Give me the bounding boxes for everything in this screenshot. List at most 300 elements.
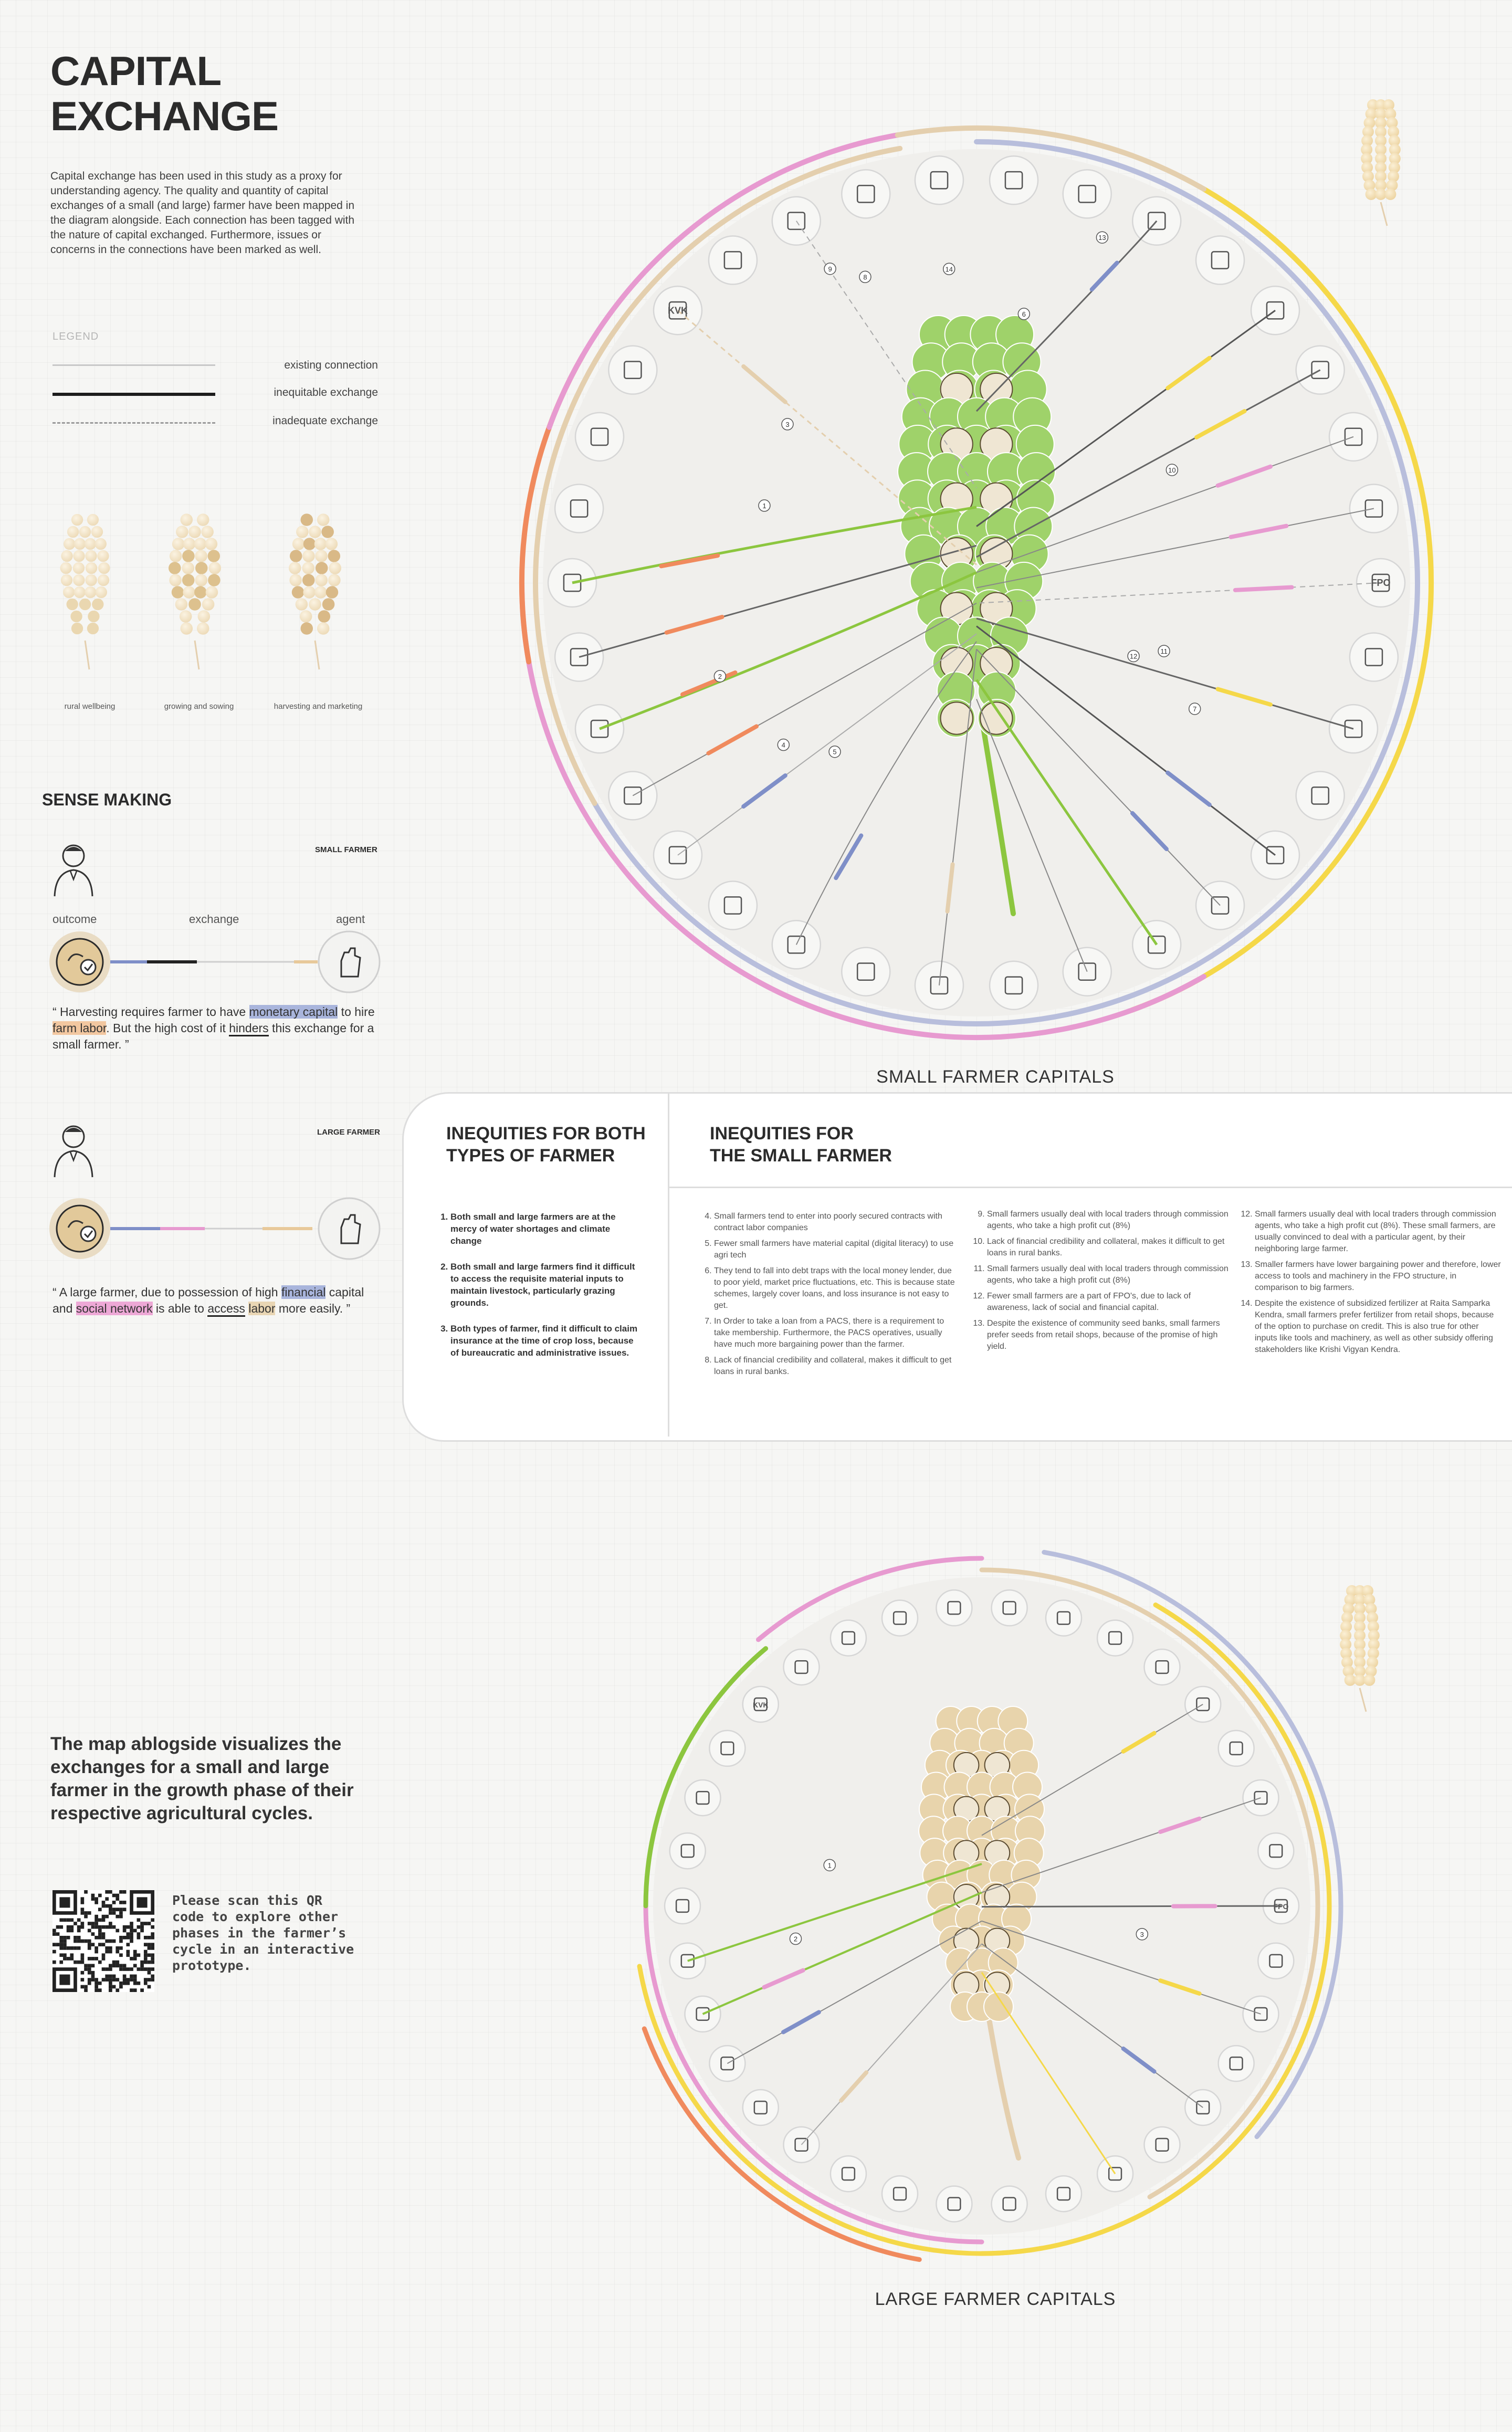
wheat-ear-icon	[1349, 95, 1412, 231]
ear-label-growing: growing and sowing	[164, 702, 234, 711]
stakeholder-node[interactable]	[670, 1943, 706, 1979]
stakeholder-node[interactable]	[665, 1888, 700, 1924]
stakeholder-label: KVK	[752, 1700, 769, 1709]
kernel	[71, 514, 83, 526]
qr-module	[151, 1967, 154, 1971]
qr-module	[63, 1936, 67, 1940]
qr-module	[119, 1915, 123, 1919]
large-farmer-tag: LARGE FARMER	[317, 1128, 380, 1137]
stakeholder-node[interactable]	[1243, 1780, 1279, 1816]
qr-module	[123, 1890, 127, 1894]
qr-module	[84, 1890, 88, 1894]
qr-module	[59, 1940, 63, 1943]
qr-module	[56, 1925, 60, 1929]
stakeholder-node[interactable]	[990, 961, 1038, 1010]
qr-module	[148, 1946, 151, 1950]
qr-module	[88, 1971, 91, 1975]
quote-text: to hire	[338, 1005, 375, 1019]
stakeholder-node[interactable]	[575, 413, 624, 461]
list-item: 11. Small farmers usually deal with local traders through commission agents, who take a high profit cut (8%)	[987, 1263, 1234, 1286]
qr-module	[98, 1988, 102, 1992]
qr-module	[81, 1978, 85, 1982]
qr-module	[126, 1978, 130, 1982]
kernel	[302, 550, 315, 562]
qr-module	[133, 1929, 137, 1933]
kernel	[172, 586, 184, 599]
stakeholder-label: FPO	[1273, 1902, 1289, 1911]
kernel	[1384, 188, 1396, 200]
map-description: The map ablogside visualizes the exchanges for a small and large farmer in the growth phase of their respective agricultural cycles.	[50, 1734, 354, 1823]
qr-module	[148, 1922, 151, 1925]
qr-module	[105, 1950, 109, 1954]
qr-module	[74, 1940, 77, 1943]
qr-module	[70, 1929, 74, 1933]
ear-label-harvesting: harvesting and marketing	[274, 702, 363, 711]
qr-module	[140, 1925, 144, 1929]
qr-module	[67, 1957, 70, 1961]
intro-text: Capital exchange has been used in this study as a proxy for understanding agency. The quality and quantity of capital exchanges of a small (and large) farmer have been mapped in the diagram alongside. Each connection has been tagged with the nature of capital exchanged. Furthermore, issues or concerns in the connections have been marked as well.	[50, 170, 355, 256]
qr-module	[102, 1943, 106, 1946]
qr-module	[148, 1967, 151, 1971]
qr-module	[59, 1925, 63, 1929]
qr-module	[130, 1957, 133, 1961]
qr-module	[81, 1901, 85, 1904]
stakeholder-node[interactable]	[1196, 881, 1244, 929]
qr-module	[119, 1911, 123, 1915]
qr-module	[102, 1957, 106, 1961]
stakeholder-node[interactable]	[709, 881, 757, 929]
kernel	[302, 574, 315, 586]
issue-marker-label: 1	[762, 501, 766, 510]
ear-stem	[315, 641, 319, 669]
stakeholder-node[interactable]	[709, 2046, 745, 2081]
kernel	[64, 538, 75, 550]
qr-module	[148, 1953, 151, 1957]
qr-module	[81, 1911, 85, 1915]
qr-module	[137, 1953, 141, 1957]
stakeholder-node[interactable]	[990, 156, 1038, 204]
qr-module	[63, 1919, 67, 1922]
qr-code-icon[interactable]	[52, 1890, 154, 1992]
qr-module	[119, 1985, 123, 1989]
qr-module	[91, 1943, 95, 1946]
qr-module	[84, 1985, 88, 1989]
qr-module	[133, 1978, 137, 1982]
list-item: 12. Small farmers usually deal with local traders through commission agents, who take a high profit cut (8%). These small farmers, are usually convinced to deal with a particular agent, by their neighboring large farmer.	[1255, 1209, 1502, 1255]
qr-module	[88, 1911, 91, 1915]
qr-module	[81, 1971, 85, 1975]
qr-module	[109, 1985, 112, 1989]
qr-module	[81, 1925, 85, 1929]
qr-module	[56, 1932, 60, 1936]
stakeholder-node[interactable]	[831, 1620, 866, 1656]
qr-module	[81, 1922, 85, 1925]
qr-module	[130, 1925, 133, 1929]
stakeholder-node[interactable]	[783, 2127, 819, 2163]
qr-module	[133, 1975, 137, 1978]
kernel	[292, 538, 305, 550]
qr-module	[102, 1919, 106, 1922]
list-item: 13. Smaller farmers have lower bargaining power and therefore, lower access to tools and machinery in the FPO structure, in comparison to big farmers.	[1255, 1259, 1502, 1294]
qr-module	[119, 1964, 123, 1967]
qr-module	[109, 1911, 112, 1915]
stakeholder-node[interactable]	[1196, 236, 1244, 285]
qr-module	[140, 1961, 144, 1964]
qr-module	[88, 1957, 91, 1961]
qr-module	[94, 1897, 98, 1901]
stakeholder-node[interactable]	[882, 1600, 918, 1636]
stakeholder-node[interactable]	[1243, 1996, 1279, 2032]
stakeholder-node[interactable]	[1219, 1731, 1254, 1766]
kernel	[326, 586, 339, 599]
qr-module	[151, 1919, 154, 1922]
qr-module	[74, 1946, 77, 1950]
kernel	[208, 574, 220, 586]
quote-highlight-labor: labor	[248, 1302, 276, 1315]
qr-module	[123, 1982, 127, 1985]
qr-module	[144, 1978, 148, 1982]
qr-module	[137, 1982, 141, 1985]
kernel	[85, 586, 96, 598]
stakeholder-node[interactable]	[1296, 346, 1345, 394]
qr-module	[130, 1940, 133, 1943]
qr-module	[109, 1988, 112, 1992]
qr-module	[98, 1907, 102, 1911]
kernel	[290, 550, 302, 562]
qr-module	[91, 1957, 95, 1961]
qr-module	[70, 1946, 74, 1950]
qr-module	[116, 1961, 119, 1964]
issue-marker-label: 13	[1098, 234, 1106, 242]
kernel	[79, 526, 91, 538]
sense-making-title: SENSE MAKING	[42, 790, 172, 809]
qr-module	[151, 1925, 154, 1929]
stakeholder-node[interactable]	[608, 771, 657, 820]
qr-module	[98, 1982, 102, 1985]
qr-module	[140, 1929, 144, 1933]
qr-module	[148, 1943, 151, 1946]
qr-module	[116, 1978, 119, 1982]
qr-module	[56, 1943, 60, 1946]
issue-marker-label: 11	[1160, 647, 1168, 655]
stakeholder-node[interactable]	[1046, 1600, 1082, 1636]
ear-stem	[1360, 1688, 1366, 1712]
issue-marker-label: 12	[1129, 652, 1138, 661]
qr-module	[119, 1953, 123, 1957]
kernel	[97, 550, 109, 562]
kernel	[315, 550, 328, 562]
qr-module	[123, 1929, 127, 1933]
kernel	[60, 562, 72, 574]
qr-module	[116, 1929, 119, 1933]
kernel	[321, 526, 334, 538]
qr-module	[109, 1950, 112, 1954]
issue-marker-label: 3	[785, 420, 790, 428]
qr-module	[130, 1932, 133, 1936]
qr-module	[109, 1904, 112, 1908]
qr-module	[59, 1936, 63, 1940]
stakeholder-node[interactable]	[1097, 1620, 1133, 1656]
issue-marker-label: 2	[718, 672, 722, 680]
legend-label-existing: existing connection	[284, 359, 378, 371]
qr-module	[144, 1922, 148, 1925]
stakeholder-node[interactable]	[831, 2156, 866, 2192]
qr-module	[63, 1940, 67, 1943]
kernel	[181, 513, 193, 526]
qr-module	[63, 1946, 67, 1950]
qr-module	[144, 1943, 148, 1946]
stakeholder-node[interactable]	[772, 197, 821, 245]
qr-module	[133, 1957, 137, 1961]
qr-module	[112, 1940, 116, 1943]
kernel	[194, 586, 207, 599]
panel-divider	[668, 1092, 669, 1437]
stakeholder-node[interactable]	[1144, 2127, 1180, 2163]
qr-module	[84, 1915, 88, 1919]
stakeholder-node[interactable]	[842, 948, 890, 996]
qr-module	[123, 1975, 127, 1978]
stakeholder-node[interactable]	[1097, 2156, 1133, 2192]
qr-module	[144, 1982, 148, 1985]
qr-module	[81, 1897, 85, 1901]
quote-underline-access: access	[207, 1302, 245, 1317]
kernel	[197, 513, 209, 526]
connection-line	[982, 1906, 1281, 1907]
qr-module	[52, 1932, 56, 1936]
qr-module	[123, 1925, 127, 1929]
qr-finder	[59, 1975, 70, 1985]
stakeholder-node[interactable]	[709, 236, 757, 285]
qr-module	[151, 1975, 154, 1978]
qr-module	[77, 1929, 81, 1933]
qr-module	[109, 1978, 112, 1982]
page-title	[50, 48, 418, 139]
qr-module	[98, 1936, 102, 1940]
stakeholder-node[interactable]	[1144, 1649, 1180, 1685]
kernel	[314, 538, 327, 550]
kernel	[87, 623, 99, 634]
stakeholder-node[interactable]	[575, 705, 624, 753]
quote-highlight-monetary: monetary capital	[249, 1005, 338, 1019]
qr-module	[88, 1929, 91, 1933]
qr-module	[88, 1940, 91, 1943]
qr-module	[116, 1894, 119, 1898]
qr-module	[74, 1961, 77, 1964]
qr-module	[119, 1940, 123, 1943]
qr-module	[144, 1953, 148, 1957]
qr-finder	[137, 1897, 148, 1907]
kernel	[309, 526, 321, 538]
qr-module	[123, 1901, 127, 1904]
qr-instruction: Please scan this QR code to explore other phases in the farmer’s cycle in an interactive prototype.	[172, 1893, 354, 1973]
kernel	[182, 550, 195, 562]
wheat-ear-icon	[1328, 1580, 1391, 1717]
stakeholder-node[interactable]	[992, 1590, 1027, 1626]
qr-module	[52, 1950, 56, 1954]
qr-module	[109, 1922, 112, 1925]
kernel	[181, 622, 193, 635]
qr-module	[94, 1922, 98, 1925]
qr-module	[112, 1985, 116, 1989]
qr-module	[88, 1964, 91, 1967]
stakeholder-node[interactable]	[992, 2186, 1027, 2222]
qr-module	[77, 1925, 81, 1929]
kernel	[328, 574, 341, 586]
stakeholder-node[interactable]	[1185, 1686, 1221, 1722]
issue-marker-label: 7	[1193, 705, 1197, 713]
qr-module	[63, 1953, 67, 1957]
quote-highlight-financial: financial	[281, 1285, 326, 1299]
list-item: 5. Fewer small farmers have material capital (digital literacy) to use agri tech	[714, 1238, 961, 1261]
qr-module	[151, 1957, 154, 1961]
qr-module	[94, 1946, 98, 1950]
stakeholder-node[interactable]	[936, 2186, 972, 2222]
kernel	[195, 574, 208, 586]
qr-module	[151, 1953, 154, 1957]
qr-module	[67, 1946, 70, 1950]
qr-module	[94, 1985, 98, 1989]
kernel	[316, 574, 328, 586]
kernel	[301, 513, 313, 526]
stakeholder-node[interactable]	[783, 1649, 819, 1685]
legend-label-inequitable: inequitable exchange	[274, 386, 378, 399]
qr-module	[91, 1932, 95, 1936]
qr-module	[151, 1936, 154, 1940]
small-farmer-tag: SMALL FARMER	[315, 845, 377, 854]
qr-module	[109, 1940, 112, 1943]
stakeholder-node[interactable]	[709, 1731, 745, 1766]
stakeholder-node[interactable]	[936, 1590, 972, 1626]
kernel	[95, 538, 107, 550]
list-item: 8. Lack of financial credibility and collateral, makes it difficult to get loans in rural banks.	[714, 1355, 961, 1378]
qr-module	[137, 1967, 141, 1971]
qr-module	[52, 1929, 56, 1933]
stakeholder-node[interactable]	[743, 2090, 779, 2125]
qr-module	[67, 1929, 70, 1933]
qr-module	[137, 1925, 141, 1929]
qr-module	[91, 1925, 95, 1929]
qr-module	[151, 1978, 154, 1982]
qr-module	[105, 1978, 109, 1982]
qr-module	[148, 1978, 151, 1982]
qr-module	[144, 1967, 148, 1971]
qr-module	[105, 1967, 109, 1971]
qr-module	[148, 1961, 151, 1964]
stakeholder-node[interactable]	[555, 485, 603, 533]
stakeholder-node[interactable]	[1132, 197, 1181, 245]
stakeholder-node[interactable]	[608, 346, 657, 394]
qr-module	[137, 1936, 141, 1940]
stakeholder-node[interactable]	[1258, 1833, 1294, 1869]
qr-module	[116, 1950, 119, 1954]
qr-module	[112, 1978, 116, 1982]
qr-module	[133, 1964, 137, 1967]
qr-module	[130, 1975, 133, 1978]
qr-module	[144, 1950, 148, 1954]
qr-module	[88, 1967, 91, 1971]
qr-module	[112, 1901, 116, 1904]
qr-module	[98, 1894, 102, 1898]
kernel	[74, 538, 86, 550]
stakeholder-node[interactable]	[1350, 633, 1398, 681]
panel-rule	[668, 1187, 1512, 1188]
stakeholder-node[interactable]	[1258, 1943, 1294, 1979]
kernel	[61, 550, 72, 562]
small-list-col-3	[1240, 1209, 1502, 1360]
qr-module	[52, 1961, 56, 1964]
kernel	[326, 538, 338, 550]
qr-module	[130, 1978, 133, 1982]
stakeholder-node[interactable]	[685, 1780, 720, 1816]
stakeholder-node[interactable]	[1063, 170, 1111, 218]
stakeholder-node[interactable]	[1296, 771, 1345, 820]
kernel	[302, 562, 314, 574]
kernel	[328, 550, 341, 562]
legend-title: LEGEND	[52, 331, 99, 342]
qr-module	[126, 1932, 130, 1936]
kernel	[188, 598, 201, 611]
qr-module	[59, 1946, 63, 1950]
kernel	[73, 574, 85, 586]
legend-line-existing	[52, 364, 215, 366]
qr-module	[88, 1943, 91, 1946]
kernel	[63, 586, 75, 598]
stakeholder-node[interactable]	[882, 2176, 918, 2211]
stakeholder-node[interactable]	[1219, 2046, 1254, 2081]
kernel	[176, 526, 188, 538]
kernel	[1363, 1674, 1375, 1686]
qr-module	[77, 1919, 81, 1922]
large-exchange-graphic	[47, 1196, 383, 1264]
qr-module	[105, 1975, 109, 1978]
list-item: 14. Despite the existence of subsidized fertilizer at Raita Samparka Kendra, small farmers prefer fertilizer from retail shops, because of the option to purchase on credit. This is also true for other inputs like tools and machinery, as well as other subsidy offering stakeholders like Krishi Vigyan Kendra.	[1255, 1298, 1502, 1356]
qr-module	[116, 1907, 119, 1911]
qr-module	[70, 1925, 74, 1929]
qr-module	[59, 1953, 63, 1957]
qr-module	[91, 1975, 95, 1978]
kernel	[329, 562, 341, 574]
qr-module	[67, 1925, 70, 1929]
qr-module	[112, 1961, 116, 1964]
qr-module	[126, 1936, 130, 1940]
stakeholder-node[interactable]	[915, 156, 963, 204]
stakeholder-node[interactable]	[1046, 2176, 1082, 2211]
kernel	[182, 574, 195, 586]
qr-module	[81, 1953, 85, 1957]
stakeholder-node[interactable]	[842, 170, 890, 218]
qr-module	[130, 1936, 133, 1940]
kernel	[197, 622, 209, 635]
kernel	[85, 550, 97, 562]
list-item: 10. Lack of financial credibility and collateral, makes it difficult to get loans in rural banks.	[987, 1236, 1234, 1259]
qr-module	[140, 1922, 144, 1925]
qr-module	[70, 1957, 74, 1961]
issue-marker-label: 6	[1022, 310, 1026, 318]
kernel	[73, 562, 85, 574]
qr-module	[67, 1919, 70, 1922]
legend-label-inadequate: inadequate exchange	[272, 415, 378, 427]
qr-module	[98, 1943, 102, 1946]
quote-text: capital and	[52, 1285, 364, 1315]
kernel	[201, 526, 214, 538]
small-title-line: THE SMALL FARMER	[710, 1146, 892, 1166]
stakeholder-node[interactable]	[670, 1833, 706, 1869]
kernel	[67, 526, 79, 538]
qr-module	[116, 1946, 119, 1950]
col-agent: agent	[336, 913, 365, 926]
list-item: 9. Small farmers usually deal with local traders through commission agents, who take a high profit cut (8%)	[987, 1209, 1234, 1232]
large-farmer-map	[583, 1507, 1391, 2294]
